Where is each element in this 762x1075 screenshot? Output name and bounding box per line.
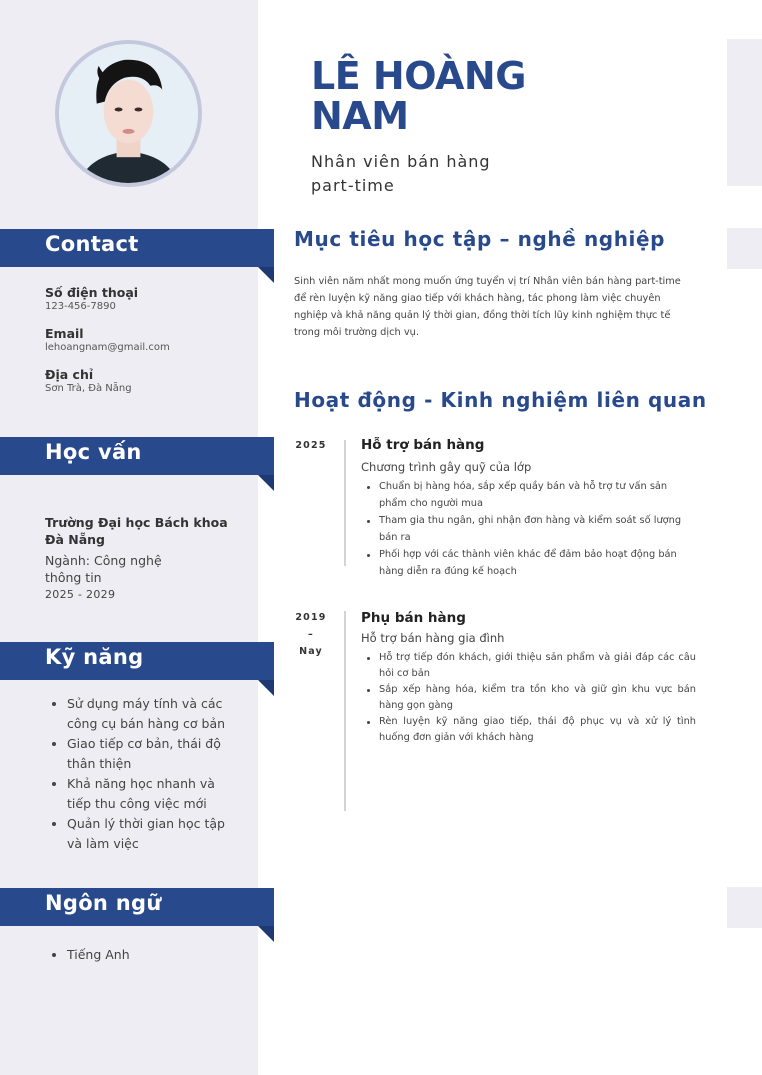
address-value: Sơn Trà, Đà Nẵng bbox=[45, 383, 132, 394]
contact-heading: Contact bbox=[45, 232, 139, 256]
address-label: Địa chỉ bbox=[45, 367, 94, 382]
languages-list bbox=[45, 945, 245, 965]
ribbon-fold bbox=[258, 267, 274, 283]
experience-heading: Hoạt động - Kinh nghiệm liên quan bbox=[294, 388, 707, 412]
entry-bullet: Sắp xếp hàng hóa, kiểm tra tồn kho và giữ gìn khu vực bán hàng gọn gàng bbox=[361, 682, 696, 713]
skills-list bbox=[45, 694, 235, 854]
entry-date bbox=[294, 609, 328, 660]
entry-title: Phụ bán hàng bbox=[361, 610, 466, 626]
name-line-1: LÊ HOÀNG bbox=[311, 54, 526, 98]
entry-body bbox=[361, 610, 696, 746]
entry-bullet: Rèn luyện kỹ năng giao tiếp, thái độ phục vụ và xử lý tình huống đơn giản với khách hàng bbox=[361, 714, 696, 745]
language-item: Tiếng Anh bbox=[45, 945, 245, 965]
experience-entry bbox=[294, 609, 704, 819]
major: Ngành: Công nghệ thông tin bbox=[45, 553, 162, 585]
education-years: 2025 - 2029 bbox=[45, 588, 116, 601]
education-block bbox=[45, 514, 245, 601]
portrait-image bbox=[59, 44, 198, 183]
entry-bullet: Chuẩn bị hàng hóa, sắp xếp quầy bán và hỗ trợ tư vấn sản phẩm cho người mua bbox=[361, 479, 696, 512]
phone-value: 123-456-7890 bbox=[45, 301, 116, 312]
job-title bbox=[311, 150, 541, 198]
ribbon-fold bbox=[258, 475, 274, 491]
job-title-line-2: part-time bbox=[311, 176, 395, 195]
phone-label: Số điện thoại bbox=[45, 285, 139, 300]
education-section-header bbox=[0, 437, 274, 475]
entry-subtitle: Hỗ trợ bán hàng gia đình bbox=[361, 631, 505, 645]
skill-item: Khả năng học nhanh và tiếp thu công việc mới bbox=[45, 774, 235, 814]
decorative-block bbox=[727, 887, 762, 928]
ribbon-fold bbox=[258, 680, 274, 696]
entry-date: 2025 bbox=[295, 440, 327, 451]
timeline-line bbox=[344, 611, 346, 811]
skill-item: Giao tiếp cơ bản, thái độ thân thiện bbox=[45, 734, 235, 774]
decorative-block bbox=[727, 39, 762, 186]
email-value: lehoangnam@gmail.com bbox=[45, 342, 170, 353]
name-line-2: NAM bbox=[311, 94, 409, 138]
candidate-name bbox=[311, 56, 526, 136]
entry-bullet: Phối hợp với các thành viên khác để đảm bảo hoạt động bán hàng diễn ra đúng kế hoạch bbox=[361, 547, 696, 580]
experience-entry bbox=[294, 437, 704, 597]
timeline-line bbox=[344, 440, 346, 566]
ribbon-fold bbox=[258, 926, 274, 942]
email-label: Email bbox=[45, 326, 84, 341]
entry-date-start: 2019 bbox=[295, 612, 327, 623]
objective-text: Sinh viên năm nhất mong muốn ứng tuyển vị trí Nhân viên bán hàng part-time để rèn luyện kỹ năng giao tiếp với khách hàng, tác phong làm việc chuyên nghiệp và khả năng quản lý thời gian, đồng thời tích lũy kinh nghiệm thực tế trong môi trường dịch vụ. bbox=[294, 276, 681, 338]
school-name: Trường Đại học Bách khoa Đà Nẵng bbox=[45, 515, 228, 547]
skills-heading: Kỹ năng bbox=[45, 645, 144, 669]
entry-bullets bbox=[361, 479, 696, 580]
languages-section-header bbox=[0, 888, 274, 926]
entry-bullet: Tham gia thu ngân, ghi nhận đơn hàng và kiểm soát số lượng bán ra bbox=[361, 513, 696, 546]
entry-date-end: Nay bbox=[299, 646, 323, 657]
objective-heading: Mục tiêu học tập – nghề nghiệp bbox=[294, 227, 666, 251]
education-heading: Học vấn bbox=[45, 440, 142, 464]
entry-bullet: Hỗ trợ tiếp đón khách, giới thiệu sản phẩm và giải đáp các câu hỏi cơ bản bbox=[361, 650, 696, 681]
contact-block bbox=[45, 285, 245, 408]
entry-body bbox=[361, 437, 696, 581]
languages-heading: Ngôn ngữ bbox=[45, 891, 162, 915]
profile-photo bbox=[55, 40, 202, 187]
decorative-block bbox=[727, 228, 762, 269]
entry-title: Hỗ trợ bán hàng bbox=[361, 437, 485, 453]
job-title-line-1: Nhân viên bán hàng bbox=[311, 152, 491, 171]
entry-bullets bbox=[361, 650, 696, 745]
skills-section-header bbox=[0, 642, 274, 680]
entry-subtitle: Chương trình gây quỹ của lớp bbox=[361, 460, 532, 474]
entry-date-sep: – bbox=[308, 629, 314, 640]
contact-section-header bbox=[0, 229, 274, 267]
skill-item: Quản lý thời gian học tập và làm việc bbox=[45, 814, 235, 854]
skill-item: Sử dụng máy tính và các công cụ bán hàng cơ bản bbox=[45, 694, 235, 734]
